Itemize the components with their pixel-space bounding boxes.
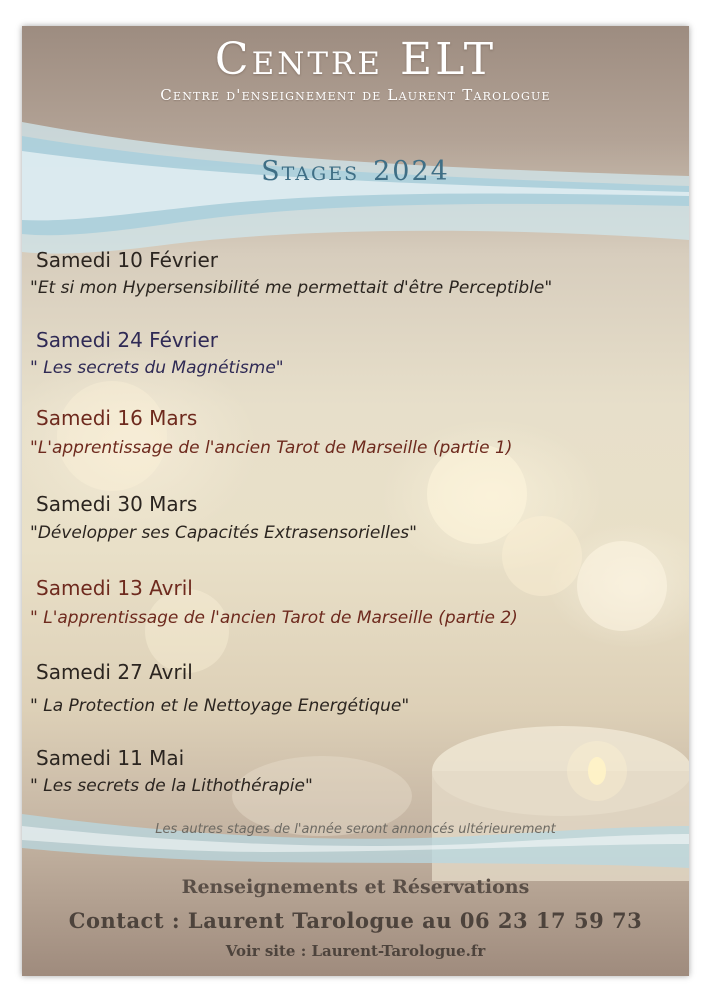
event-title: "Et si mon Hypersensibilité me permettait d'être Perceptible" [30, 278, 553, 298]
event-date: Samedi 24 Février [36, 328, 219, 352]
candle-glow [57, 381, 167, 491]
center-title: Centre ELT [214, 34, 497, 85]
candle-glow [427, 444, 527, 544]
contact-line: Contact : Laurent Tarologue au 06 23 17 59 73 [68, 908, 643, 933]
event-date: Samedi 13 Avril [36, 576, 193, 600]
event-title: " L'apprentissage de l'ancien Tarot de Marseille (partie 2) [30, 608, 518, 628]
candle-glow [502, 516, 582, 596]
website-line: Voir site : Laurent-Tarologue.fr [225, 942, 486, 960]
info-heading: Renseignements et Réservations [181, 876, 530, 898]
event-date: Samedi 10 Février [36, 248, 219, 272]
flyer [22, 26, 689, 976]
event-title: "Développer ses Capacités Extrasensorielles" [30, 523, 417, 543]
event-title: " La Protection et le Nettoyage Energétique" [30, 696, 410, 716]
event-date: Samedi 16 Mars [36, 406, 198, 430]
event-date: Samedi 11 Mai [36, 746, 185, 770]
event-date: Samedi 27 Avril [36, 660, 193, 684]
center-subtitle: Centre d'enseignement de Laurent Tarologue [160, 86, 551, 104]
footnote: Les autres stages de l'année seront annoncés ultérieurement [155, 822, 556, 837]
event-date: Samedi 30 Mars [36, 492, 198, 516]
stages-heading [22, 156, 689, 187]
event-title: " Les secrets de la Lithothérapie" [30, 776, 313, 796]
stages-year: 2024 [373, 156, 450, 187]
stages-label: Stages [261, 156, 360, 187]
event-title: " Les secrets du Magnétisme" [30, 358, 284, 378]
candle-glow [577, 541, 667, 631]
event-title: "L'apprentissage de l'ancien Tarot de Marseille (partie 1) [30, 438, 513, 458]
candle-glow [567, 741, 627, 801]
